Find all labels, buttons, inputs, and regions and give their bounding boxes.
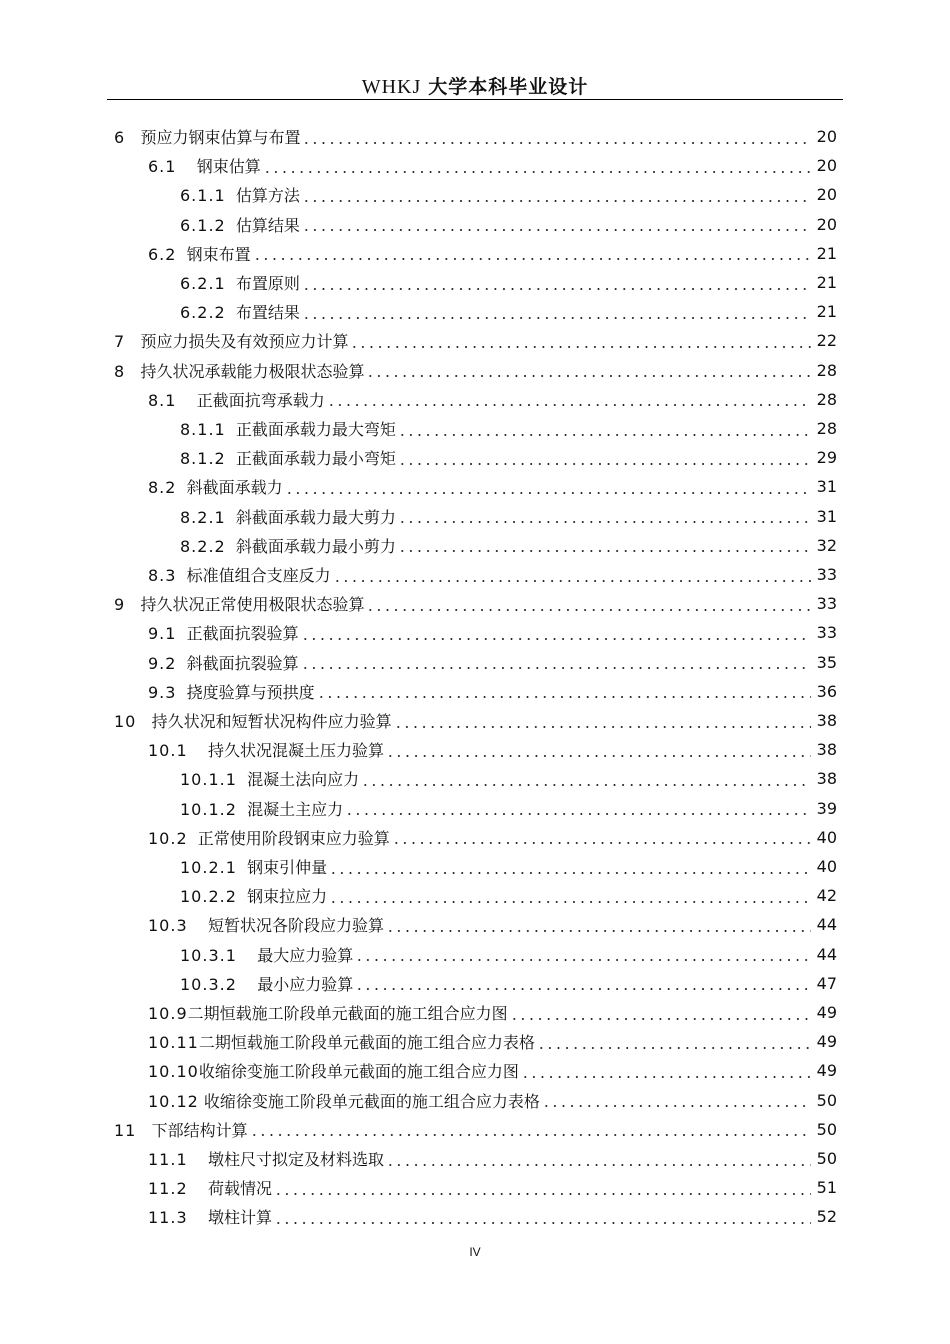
toc-entry-page: 32 bbox=[816, 535, 837, 555]
toc-leader-dots bbox=[366, 609, 811, 611]
toc-entry-number: 9.3 bbox=[148, 682, 177, 702]
toc-leader-dots bbox=[274, 1222, 811, 1224]
toc-entry-title: 混凝土主应力 bbox=[247, 799, 344, 819]
toc-leader-dots bbox=[250, 1134, 811, 1136]
toc-entry-title: 钢束布置 bbox=[186, 244, 251, 264]
toc-entry-page: 50 bbox=[816, 1090, 837, 1110]
toc-leader-dots bbox=[253, 258, 811, 260]
toc-entry-number: 8.2.2 bbox=[180, 536, 226, 556]
toc-entry-title: 下部结构计算 bbox=[151, 1120, 248, 1140]
toc-leader-dots bbox=[398, 521, 811, 523]
toc-entry-page: 36 bbox=[816, 681, 837, 701]
toc-entry-number: 10.9 bbox=[148, 1004, 188, 1023]
toc-entry-number: 8 bbox=[114, 361, 126, 381]
toc-leader-dots bbox=[394, 726, 811, 728]
toc-entry-title: 标准值组合支座反力 bbox=[186, 566, 331, 585]
toc-entry[interactable] bbox=[148, 618, 837, 647]
toc-entry[interactable] bbox=[114, 356, 837, 385]
toc-entry-number: 10.1.2 bbox=[180, 799, 237, 819]
toc-entry-number: 7 bbox=[114, 332, 126, 352]
toc-entry[interactable] bbox=[180, 764, 837, 793]
toc-entry-number: 10.2.1 bbox=[180, 858, 237, 877]
toc-entry-number: 6.1 bbox=[148, 157, 177, 177]
toc-entry-page: 49 bbox=[816, 1061, 837, 1081]
toc-entry-number: 6.1.1 bbox=[180, 186, 226, 206]
toc-entry-page: 52 bbox=[816, 1207, 837, 1227]
toc-leader-dots bbox=[398, 463, 811, 465]
toc-leader-dots bbox=[329, 901, 811, 903]
toc-entry-title: 荷载情况 bbox=[207, 1179, 272, 1199]
toc-entry-page: 20 bbox=[816, 127, 837, 146]
toc-entry-page: 38 bbox=[816, 769, 837, 789]
toc-leader-dots bbox=[333, 580, 811, 582]
toc-entry-title: 正截面抗裂验算 bbox=[186, 624, 299, 644]
toc-entry[interactable] bbox=[114, 706, 837, 735]
toc-entry-number: 8.3 bbox=[148, 566, 177, 585]
toc-entry-title: 估算结果 bbox=[235, 215, 300, 235]
header-title: 大学本科毕业设计 bbox=[428, 76, 589, 98]
toc-entry-number: 6.1.2 bbox=[180, 215, 226, 235]
toc-entry-page: 50 bbox=[816, 1119, 837, 1139]
toc-leader-dots bbox=[327, 404, 811, 406]
toc-entry[interactable] bbox=[148, 560, 837, 589]
toc-entry[interactable] bbox=[180, 180, 837, 209]
toc-entry-number: 8.1.2 bbox=[180, 449, 226, 469]
toc-entry[interactable] bbox=[114, 326, 837, 355]
toc-leader-dots bbox=[302, 142, 811, 144]
toc-leader-dots bbox=[366, 375, 811, 377]
toc-entry-title: 持久状况和短暂状况构件应力验算 bbox=[151, 712, 392, 731]
toc-entry-number: 8.2 bbox=[148, 478, 177, 498]
toc-entry[interactable] bbox=[148, 1173, 837, 1202]
toc-entry-page: 33 bbox=[816, 565, 837, 584]
toc-entry-number: 9.1 bbox=[148, 624, 177, 644]
toc-entry-title: 预应力损失及有效预应力计算 bbox=[140, 332, 349, 352]
toc-entry-page: 20 bbox=[816, 156, 837, 176]
page-number: IV bbox=[469, 1245, 481, 1259]
toc-entry-title: 预应力钢束估算与布置 bbox=[140, 128, 301, 147]
toc-entry-page: 20 bbox=[816, 185, 837, 205]
toc-entry-page: 51 bbox=[816, 1178, 837, 1198]
toc-leader-dots bbox=[274, 1193, 811, 1195]
toc-entry-title: 斜截面承载力最小剪力 bbox=[235, 536, 396, 556]
toc-entry-title: 钢束估算 bbox=[196, 157, 261, 177]
toc-entry-page: 33 bbox=[816, 594, 837, 614]
toc-entry-title: 正截面承载力最小弯矩 bbox=[235, 449, 396, 469]
toc-entry[interactable] bbox=[148, 472, 837, 501]
toc-entry-page: 44 bbox=[816, 944, 837, 964]
toc-entry-number: 9.2 bbox=[148, 653, 177, 673]
toc-leader-dots bbox=[386, 1164, 811, 1166]
toc-leader-dots bbox=[537, 1047, 811, 1049]
toc-entry-page: 21 bbox=[816, 302, 837, 322]
toc-entry-number: 10.1 bbox=[148, 741, 188, 761]
toc-leader-dots bbox=[355, 988, 811, 990]
toc-entry-number: 6.2 bbox=[148, 244, 177, 264]
toc-entry-number: 8.1.1 bbox=[180, 420, 226, 439]
page-header bbox=[0, 72, 950, 99]
toc-entry-title: 正截面抗弯承载力 bbox=[196, 390, 325, 410]
toc-entry[interactable] bbox=[180, 268, 837, 297]
toc-entry-title: 短暂状况各阶段应力验算 bbox=[207, 916, 384, 936]
toc-entry-page: 47 bbox=[816, 973, 837, 993]
toc-entry-number: 10.2 bbox=[148, 828, 188, 848]
toc-entry-page: 38 bbox=[816, 711, 837, 730]
toc-entry[interactable] bbox=[180, 443, 837, 472]
toc-entry-title: 二期恒载施工阶段单元截面的施工组合应力图 bbox=[187, 1004, 508, 1023]
toc-entry-number: 6.2.2 bbox=[180, 303, 226, 323]
toc-entry-title: 斜截面抗裂验算 bbox=[186, 653, 299, 673]
toc-leader-dots bbox=[302, 229, 811, 231]
toc-entry-page: 21 bbox=[816, 273, 837, 292]
toc-entry-page: 40 bbox=[816, 827, 837, 847]
toc-leader-dots bbox=[302, 317, 811, 319]
toc-entry-title: 布置结果 bbox=[235, 303, 300, 323]
toc-entry[interactable] bbox=[148, 1202, 837, 1231]
toc-leader-dots bbox=[355, 959, 811, 961]
toc-entry-number: 10.12 bbox=[148, 1091, 199, 1111]
toc-leader-dots bbox=[263, 171, 811, 173]
toc-entry-number: 10.1.1 bbox=[180, 770, 237, 790]
toc-entry[interactable] bbox=[180, 940, 837, 969]
toc-entry-page: 21 bbox=[816, 243, 837, 263]
toc-entry-page: 35 bbox=[816, 652, 837, 672]
toc-leader-dots bbox=[302, 200, 811, 202]
toc-entry[interactable] bbox=[148, 1056, 837, 1085]
toc-entry[interactable] bbox=[148, 1086, 837, 1115]
toc-entry[interactable] bbox=[148, 1144, 837, 1173]
toc-entry-number: 10.2.2 bbox=[180, 887, 237, 907]
toc-entry[interactable] bbox=[180, 297, 837, 326]
toc-leader-dots bbox=[398, 550, 811, 552]
toc-entry-title: 持久状况混凝土压力验算 bbox=[207, 741, 384, 761]
toc-entry[interactable] bbox=[148, 239, 837, 268]
toc-entry-number: 10.10 bbox=[148, 1062, 199, 1082]
toc-entry[interactable] bbox=[180, 852, 837, 881]
toc-entry[interactable] bbox=[148, 1027, 837, 1056]
toc-entry-page: 33 bbox=[816, 623, 837, 643]
toc-entry-number: 8.2.1 bbox=[180, 507, 226, 527]
toc-entry-title: 斜截面承载力 bbox=[186, 478, 283, 498]
toc-entry-page: 42 bbox=[816, 886, 837, 906]
toc-leader-dots bbox=[542, 1105, 811, 1107]
toc-leader-dots bbox=[302, 288, 811, 290]
toc-entry-number: 9 bbox=[114, 595, 126, 615]
toc-entry[interactable] bbox=[114, 122, 837, 151]
toc-entry[interactable] bbox=[114, 589, 837, 618]
toc-entry-number: 10.3 bbox=[148, 916, 188, 936]
toc-entry-title: 估算方法 bbox=[235, 186, 300, 206]
toc-entry-title: 混凝土法向应力 bbox=[247, 770, 360, 790]
toc-entry[interactable] bbox=[148, 910, 837, 939]
toc-entry-number: 8.1 bbox=[148, 390, 177, 410]
toc-entry-number: 11 bbox=[114, 1120, 137, 1140]
toc-leader-dots bbox=[510, 1018, 811, 1020]
toc-entry[interactable] bbox=[148, 648, 837, 677]
toc-entry-number: 6.2.1 bbox=[180, 274, 226, 293]
toc-leader-dots bbox=[317, 696, 811, 698]
toc-leader-dots bbox=[301, 638, 811, 640]
toc-entry-page: 50 bbox=[816, 1149, 837, 1168]
toc-entry-page: 49 bbox=[816, 1032, 837, 1052]
toc-entry[interactable] bbox=[180, 210, 837, 239]
toc-entry-number: 11.2 bbox=[148, 1179, 188, 1199]
toc-entry-page: 31 bbox=[816, 477, 837, 497]
toc-entry[interactable] bbox=[148, 677, 837, 706]
toc-entry-page: 29 bbox=[816, 448, 837, 468]
toc-entry-title: 最大应力验算 bbox=[257, 945, 354, 965]
toc-entry-title: 正截面承载力最大弯矩 bbox=[235, 420, 396, 439]
toc-entry-title: 钢束拉应力 bbox=[247, 887, 328, 907]
toc-entry[interactable] bbox=[148, 998, 837, 1027]
toc-entry-number: 10.3.1 bbox=[180, 945, 237, 965]
toc-leader-dots bbox=[398, 434, 811, 436]
toc-entry-title: 钢束引伸量 bbox=[247, 858, 328, 877]
toc-entry-title: 二期恒载施工阶段单元截面的施工组合应力表格 bbox=[198, 1033, 535, 1053]
toc-entry-title: 挠度验算与预拱度 bbox=[186, 682, 315, 702]
toc-entry[interactable] bbox=[180, 881, 837, 910]
header-rule bbox=[107, 99, 843, 100]
toc-entry-page: 20 bbox=[816, 214, 837, 234]
toc-leader-dots bbox=[361, 784, 811, 786]
toc-entry[interactable] bbox=[180, 794, 837, 823]
toc-entry-title: 正常使用阶段钢束应力验算 bbox=[197, 828, 390, 848]
toc-entry[interactable] bbox=[180, 969, 837, 998]
toc-entry-title: 收缩徐变施工阶段单元截面的施工组合应力表格 bbox=[203, 1091, 540, 1111]
toc-entry-page: 31 bbox=[816, 506, 837, 526]
toc-entry-title: 斜截面承载力最大剪力 bbox=[235, 507, 396, 527]
toc-entry-title: 持久状况正常使用极限状态验算 bbox=[140, 595, 365, 615]
toc-leader-dots bbox=[386, 755, 811, 757]
toc-entry[interactable] bbox=[114, 1115, 837, 1144]
toc-entry-number: 6 bbox=[114, 128, 126, 147]
toc-entry-page: 28 bbox=[816, 360, 837, 380]
toc-leader-dots bbox=[350, 346, 811, 348]
toc-entry-title: 墩柱尺寸拟定及材料选取 bbox=[207, 1150, 384, 1169]
toc-entry-number: 10 bbox=[114, 712, 137, 731]
toc-entry-page: 28 bbox=[816, 419, 837, 438]
toc-leader-dots bbox=[329, 872, 811, 874]
toc-entry[interactable] bbox=[148, 151, 837, 180]
toc-entry-page: 40 bbox=[816, 857, 837, 876]
toc-entry-number: 10.3.2 bbox=[180, 974, 237, 994]
toc-entry-number: 11.1 bbox=[148, 1150, 188, 1169]
toc-entry[interactable] bbox=[148, 735, 837, 764]
toc-entry-title: 收缩徐变施工阶段单元截面的施工组合应力图 bbox=[198, 1062, 519, 1082]
toc-entry[interactable] bbox=[148, 385, 837, 414]
toc-entry-number: 11.3 bbox=[148, 1208, 188, 1228]
toc-leader-dots bbox=[301, 667, 811, 669]
toc-leader-dots bbox=[386, 930, 811, 932]
toc-entry-number: 10.11 bbox=[148, 1033, 199, 1053]
toc-entry-page: 49 bbox=[816, 1003, 837, 1022]
toc-entry-title: 墩柱计算 bbox=[207, 1208, 272, 1228]
toc-entry-page: 22 bbox=[816, 331, 837, 351]
toc-entry-page: 38 bbox=[816, 740, 837, 760]
toc-entry-title: 持久状况承载能力极限状态验算 bbox=[140, 361, 365, 381]
toc-leader-dots bbox=[392, 842, 811, 844]
toc-leader-dots bbox=[285, 492, 811, 494]
toc-entry-page: 39 bbox=[816, 798, 837, 818]
toc-entry-page: 28 bbox=[816, 389, 837, 409]
header-latin: WHKJ bbox=[361, 76, 422, 98]
toc-leader-dots bbox=[521, 1076, 811, 1078]
toc-entry-title: 布置原则 bbox=[235, 274, 300, 293]
toc-entry-page: 44 bbox=[816, 915, 837, 935]
toc-entry[interactable] bbox=[180, 502, 837, 531]
toc-entry[interactable] bbox=[180, 414, 837, 443]
toc-entry-title: 最小应力验算 bbox=[257, 974, 354, 994]
toc-entry[interactable] bbox=[148, 823, 837, 852]
toc-entry[interactable] bbox=[180, 531, 837, 560]
toc-leader-dots bbox=[345, 813, 811, 815]
